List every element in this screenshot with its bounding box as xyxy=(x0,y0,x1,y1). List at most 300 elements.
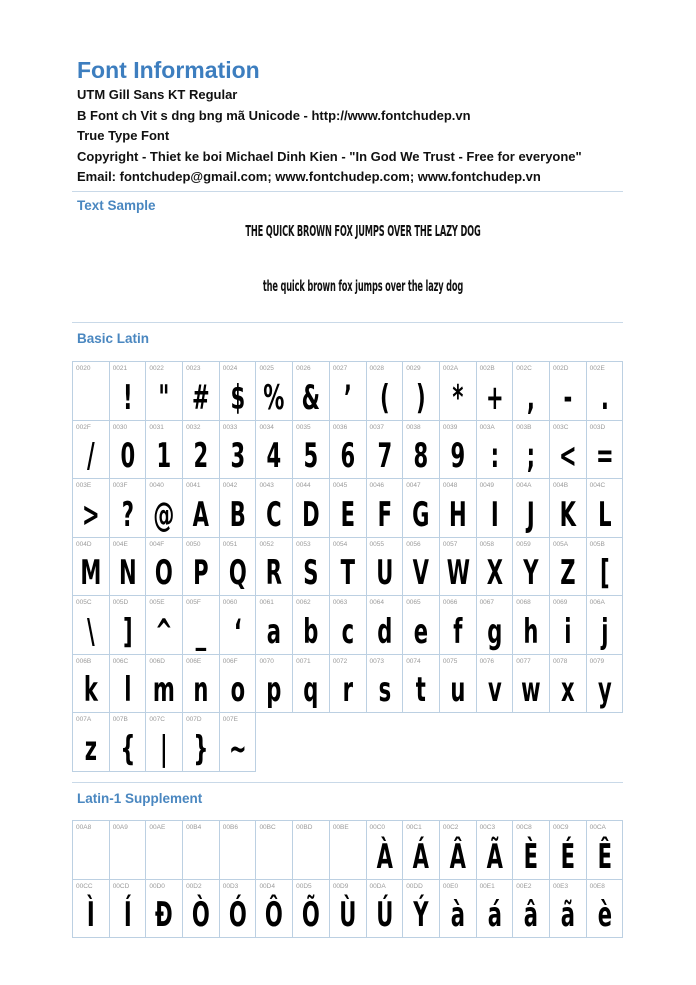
empty-cell xyxy=(403,713,440,772)
codepoint-label: 0022 xyxy=(149,365,164,372)
codepoint-label: 003F xyxy=(112,482,128,489)
glyph-sample: Ô xyxy=(265,895,284,935)
basic-latin-grid xyxy=(72,361,623,772)
codepoint-label: 00CC xyxy=(76,882,93,890)
codepoint-label: 0050 xyxy=(186,540,201,548)
glyph-cell xyxy=(146,362,183,421)
codepoint-label: 00D2 xyxy=(186,882,202,890)
glyph-sample: e xyxy=(413,611,429,652)
codepoint-label: 006E xyxy=(186,657,202,665)
glyph-cell xyxy=(256,821,293,880)
glyph-sample: á xyxy=(487,895,502,935)
glyph-sample: D xyxy=(302,494,320,535)
glyph-sample: U xyxy=(375,553,393,593)
codepoint-label: 00AE xyxy=(149,824,166,831)
glyph-cell xyxy=(476,479,513,538)
glyph-cell xyxy=(329,362,366,421)
glyph-sample: â xyxy=(523,895,539,935)
codepoint-label: 0048 xyxy=(442,482,458,489)
codepoint-label: 005B xyxy=(589,540,605,548)
font-name: UTM Gill Sans KT Regular xyxy=(77,87,238,102)
glyph-cell xyxy=(586,362,623,421)
codepoint-label: 0065 xyxy=(406,599,421,606)
glyph-cell xyxy=(366,362,403,421)
glyph-cell xyxy=(219,654,256,713)
glyph-cell xyxy=(219,362,256,421)
glyph-cell xyxy=(109,420,146,479)
glyph-sample: r xyxy=(342,670,353,710)
glyph-cell xyxy=(109,596,146,655)
glyph-sample: f xyxy=(453,611,463,652)
codepoint-label: 0064 xyxy=(369,599,384,606)
glyph-cell xyxy=(256,537,293,596)
glyph-cell xyxy=(219,821,256,880)
glyph-sample: # xyxy=(192,377,210,418)
glyph-cell xyxy=(293,479,330,538)
glyph-cell xyxy=(146,713,183,772)
codepoint-label: 006C xyxy=(112,657,129,665)
glyph-sample: T xyxy=(340,553,355,593)
glyph-sample: M xyxy=(80,553,102,593)
codepoint-label: 002D xyxy=(552,365,569,372)
glyph-cell xyxy=(219,713,256,772)
glyph-sample: C xyxy=(266,494,283,535)
codepoint-label: 0035 xyxy=(296,423,311,431)
codepoint-label: 00C1 xyxy=(406,824,422,831)
codepoint-label: 0043 xyxy=(259,482,274,489)
codepoint-label: 0031 xyxy=(149,423,164,431)
glyph-sample: Đ xyxy=(155,895,174,935)
glyph-cell xyxy=(146,537,183,596)
codepoint-label: 0040 xyxy=(149,482,164,489)
glyph-cell xyxy=(403,821,440,880)
glyph-cell xyxy=(549,362,586,421)
glyph-sample: Á xyxy=(412,836,430,877)
codepoint-label: 0054 xyxy=(332,540,348,548)
divider xyxy=(72,782,623,783)
codepoint-label: 0063 xyxy=(332,599,348,606)
glyph-cell xyxy=(366,821,403,880)
glyph-sample: Ù xyxy=(339,895,357,935)
glyph-sample: 1 xyxy=(156,436,172,476)
glyph-sample: è xyxy=(597,895,612,935)
glyph-sample: _ xyxy=(195,611,207,652)
glyph-sample: > xyxy=(82,494,100,535)
glyph-cell xyxy=(329,821,366,880)
glyph-sample: Ì xyxy=(86,895,95,935)
glyph-cell xyxy=(183,654,220,713)
glyph-sample: [ xyxy=(599,553,610,593)
glyph-cell xyxy=(586,821,623,880)
glyph-sample: ? xyxy=(121,494,134,535)
glyph-sample: L xyxy=(597,494,612,535)
codepoint-label: 00A9 xyxy=(112,824,128,831)
glyph-cell xyxy=(219,479,256,538)
glyph-cell xyxy=(293,879,330,938)
codepoint-label: 0057 xyxy=(442,540,458,548)
glyph-row xyxy=(73,362,623,421)
glyph-cell xyxy=(366,879,403,938)
glyph-sample: . xyxy=(600,377,609,418)
glyph-sample: S xyxy=(303,553,319,593)
glyph-sample: = xyxy=(595,436,614,476)
codepoint-label: 006A xyxy=(589,599,605,606)
glyph-cell xyxy=(549,821,586,880)
glyph-sample: É xyxy=(560,836,575,877)
glyph-sample: Ã xyxy=(486,836,503,877)
glyph-sample: P xyxy=(193,553,209,593)
glyph-cell xyxy=(329,420,366,479)
empty-cell xyxy=(476,713,513,772)
glyph-cell xyxy=(586,654,623,713)
glyph-cell xyxy=(586,537,623,596)
glyph-cell xyxy=(513,420,550,479)
glyph-row xyxy=(73,479,623,538)
codepoint-label: 0051 xyxy=(222,540,238,548)
codepoint-label: 00BD xyxy=(296,824,313,831)
latin1-supplement-grid xyxy=(72,820,623,938)
codepoint-label: 0024 xyxy=(222,365,238,372)
section-heading-basic-latin: Basic Latin xyxy=(77,331,150,346)
glyph-cell xyxy=(109,479,146,538)
codepoint-label: 002C xyxy=(516,365,532,372)
glyph-cell xyxy=(183,537,220,596)
codepoint-label: 0071 xyxy=(296,657,311,665)
codepoint-label: 004E xyxy=(112,540,128,548)
glyph-cell xyxy=(513,362,550,421)
glyph-sample: - xyxy=(563,377,573,418)
glyph-cell xyxy=(293,821,330,880)
glyph-cell xyxy=(146,479,183,538)
glyph-sample: K xyxy=(559,494,576,535)
codepoint-label: 00D9 xyxy=(332,882,349,890)
font-info xyxy=(77,85,582,188)
codepoint-label: 00C2 xyxy=(442,824,459,831)
glyph-sample: x xyxy=(560,670,575,710)
glyph-sample: A xyxy=(192,494,210,535)
codepoint-label: 0075 xyxy=(442,657,458,665)
glyph-sample: { xyxy=(120,728,136,769)
glyph-sample: À xyxy=(376,836,393,877)
codepoint-label: 00DA xyxy=(369,882,386,890)
codepoint-label: 005E xyxy=(149,599,165,606)
codepoint-label: 0030 xyxy=(112,423,128,431)
glyph-sample: 3 xyxy=(230,436,245,476)
glyph-cell xyxy=(549,537,586,596)
codepoint-label: 002E xyxy=(589,365,605,372)
glyph-sample: ] xyxy=(122,611,133,652)
glyph-sample: à xyxy=(450,895,465,935)
codepoint-label: 007D xyxy=(186,716,202,723)
empty-cell xyxy=(513,713,550,772)
codepoint-label: 0059 xyxy=(516,540,531,548)
glyph-cell xyxy=(183,420,220,479)
section-heading-text-sample: Text Sample xyxy=(77,198,156,213)
font-copyright: Copyright - Thiet ke boi Michael Dinh Kien - "In God We Trust - Free for everyone" xyxy=(77,148,582,164)
glyph-cell xyxy=(183,821,220,880)
glyph-sample: Ò xyxy=(191,895,210,935)
codepoint-label: 00E3 xyxy=(552,882,569,890)
glyph-cell xyxy=(256,362,293,421)
glyph-cell xyxy=(293,362,330,421)
glyph-cell xyxy=(549,479,586,538)
sample-uppercase: THE QUICK BROWN FOX JUMPS OVER THE LAZY DOG xyxy=(245,222,481,240)
glyph-cell xyxy=(146,420,183,479)
glyph-cell xyxy=(439,420,476,479)
codepoint-label: 005D xyxy=(112,599,129,606)
glyph-row xyxy=(73,596,623,655)
codepoint-label: 0055 xyxy=(369,540,384,548)
codepoint-label: 0070 xyxy=(259,657,274,665)
glyph-sample: ‘ xyxy=(233,611,242,652)
codepoint-label: 0033 xyxy=(222,423,238,431)
glyph-cell xyxy=(293,654,330,713)
codepoint-label: 002F xyxy=(76,423,91,431)
glyph-sample: ^ xyxy=(155,611,174,652)
empty-cell xyxy=(439,713,476,772)
glyph-sample: 6 xyxy=(340,436,355,476)
glyph-cell xyxy=(476,821,513,880)
glyph-cell xyxy=(183,479,220,538)
glyph-sample: E xyxy=(340,494,355,535)
codepoint-label: 0028 xyxy=(369,365,384,372)
glyph-sample: h xyxy=(523,611,539,652)
glyph-cell xyxy=(109,362,146,421)
codepoint-label: 0029 xyxy=(406,365,421,372)
glyph-cell xyxy=(146,596,183,655)
glyph-cell xyxy=(549,596,586,655)
font-contact: Email: fontchudep@gmail.com; www.fontchudep.com; www.fontchudep.vn xyxy=(77,169,541,185)
codepoint-label: 004C xyxy=(589,482,606,489)
glyph-cell xyxy=(146,879,183,938)
glyph-cell xyxy=(403,537,440,596)
empty-cell xyxy=(293,713,330,772)
glyph-cell xyxy=(329,596,366,655)
glyph-cell xyxy=(109,821,146,880)
glyph-cell xyxy=(403,596,440,655)
glyph-cell xyxy=(73,821,110,880)
glyph-sample: Ê xyxy=(597,836,612,877)
divider xyxy=(72,191,623,192)
codepoint-label: 0042 xyxy=(222,482,238,489)
glyph-sample: k xyxy=(83,670,98,710)
codepoint-label: 00C9 xyxy=(552,824,569,831)
glyph-sample: g xyxy=(486,611,502,652)
codepoint-label: 0026 xyxy=(296,365,311,372)
codepoint-label: 0079 xyxy=(589,657,605,665)
glyph-cell xyxy=(256,596,293,655)
glyph-cell xyxy=(73,537,110,596)
glyph-sample: J xyxy=(527,494,536,535)
codepoint-label: 0058 xyxy=(479,540,495,548)
codepoint-label: 0046 xyxy=(369,482,384,489)
codepoint-label: 0032 xyxy=(186,423,201,431)
glyph-cell xyxy=(146,821,183,880)
sample-lowercase: the quick brown fox jumps over the lazy dog xyxy=(262,277,464,295)
glyph-sample: $ xyxy=(230,377,245,418)
glyph-sample: w xyxy=(521,670,541,710)
codepoint-label: 004F xyxy=(149,540,165,548)
codepoint-label: 002B xyxy=(479,365,495,372)
glyph-cell xyxy=(439,362,476,421)
codepoint-label: 00E2 xyxy=(516,882,532,890)
glyph-cell xyxy=(513,821,550,880)
glyph-sample: d xyxy=(376,611,392,652)
glyph-cell xyxy=(293,596,330,655)
codepoint-label: 002A xyxy=(442,365,459,372)
divider xyxy=(72,322,623,323)
glyph-sample: n xyxy=(193,670,209,710)
codepoint-label: 00D4 xyxy=(259,882,275,890)
glyph-cell xyxy=(329,879,366,938)
glyph-cell xyxy=(73,362,110,421)
glyph-cell xyxy=(109,537,146,596)
glyph-cell xyxy=(256,879,293,938)
glyph-cell xyxy=(366,479,403,538)
codepoint-label: 0047 xyxy=(406,482,421,489)
codepoint-label: 003E xyxy=(76,482,92,489)
glyph-sample: È xyxy=(523,836,539,877)
glyph-cell xyxy=(403,420,440,479)
glyph-sample: o xyxy=(230,670,245,710)
glyph-sample: O xyxy=(155,553,174,593)
glyph-cell xyxy=(549,879,586,938)
glyph-cell xyxy=(219,537,256,596)
glyph-sample: ! xyxy=(122,377,133,418)
codepoint-label: 0073 xyxy=(369,657,384,665)
glyph-sample: l xyxy=(123,670,132,710)
glyph-sample: V xyxy=(412,553,430,593)
codepoint-label: 003A xyxy=(479,423,495,431)
codepoint-label: 00DD xyxy=(406,882,423,890)
glyph-cell xyxy=(183,879,220,938)
glyph-sample: < xyxy=(558,436,577,476)
glyph-cell xyxy=(403,362,440,421)
glyph-cell xyxy=(329,537,366,596)
glyph-cell xyxy=(183,596,220,655)
glyph-cell xyxy=(73,879,110,938)
glyph-cell xyxy=(329,654,366,713)
codepoint-label: 00D3 xyxy=(222,882,239,890)
codepoint-label: 0060 xyxy=(222,599,238,606)
codepoint-label: 0068 xyxy=(516,599,531,606)
glyph-cell xyxy=(403,879,440,938)
glyph-cell xyxy=(109,713,146,772)
glyph-sample: % xyxy=(263,377,285,418)
glyph-sample: i xyxy=(564,611,572,652)
glyph-cell xyxy=(109,879,146,938)
glyph-sample: ; xyxy=(526,436,536,476)
codepoint-label: 0067 xyxy=(479,599,495,606)
glyph-cell xyxy=(73,713,110,772)
glyph-sample: H xyxy=(448,494,467,535)
glyph-cell xyxy=(403,654,440,713)
codepoint-label: 00C8 xyxy=(516,824,532,831)
codepoint-label: 00A8 xyxy=(76,824,92,831)
glyph-cell xyxy=(439,821,476,880)
glyph-cell xyxy=(73,654,110,713)
glyph-sample: ) xyxy=(416,377,426,418)
codepoint-label: 0020 xyxy=(76,365,91,372)
codepoint-label: 003D xyxy=(589,423,606,431)
glyph-sample: q xyxy=(303,670,319,710)
codepoint-label: 00D5 xyxy=(296,882,312,890)
glyph-sample: c xyxy=(341,611,354,652)
glyph-sample: ã xyxy=(560,895,575,935)
glyph-cell xyxy=(476,654,513,713)
glyph-cell xyxy=(146,654,183,713)
glyph-sample: 0 xyxy=(120,436,135,476)
codepoint-label: 0027 xyxy=(332,365,348,372)
glyph-cell xyxy=(476,420,513,479)
codepoint-label: 0045 xyxy=(332,482,348,489)
codepoint-label: 0025 xyxy=(259,365,274,372)
codepoint-label: 00CD xyxy=(112,882,130,890)
glyph-sample: a xyxy=(267,611,282,652)
glyph-sample: 9 xyxy=(450,436,466,476)
glyph-cell xyxy=(366,537,403,596)
codepoint-label: 00BE xyxy=(332,824,349,831)
codepoint-label: 00D0 xyxy=(149,882,165,890)
codepoint-label: 007B xyxy=(112,716,128,723)
codepoint-label: 0072 xyxy=(332,657,348,665)
codepoint-label: 0056 xyxy=(406,540,421,548)
codepoint-label: 00C0 xyxy=(369,824,386,831)
glyph-sample: b xyxy=(303,611,319,652)
glyph-row xyxy=(73,821,623,880)
codepoint-label: 005C xyxy=(76,599,92,606)
empty-cell xyxy=(366,713,403,772)
codepoint-label: 00BC xyxy=(259,824,276,831)
codepoint-label: 006D xyxy=(149,657,165,665)
glyph-sample: " xyxy=(158,377,170,418)
glyph-cell xyxy=(439,537,476,596)
glyph-cell xyxy=(439,479,476,538)
glyph-sample: : xyxy=(490,436,499,476)
codepoint-label: 004B xyxy=(552,482,569,489)
glyph-cell xyxy=(256,479,293,538)
glyph-sample: Ó xyxy=(228,895,247,935)
empty-cell xyxy=(586,713,623,772)
glyph-sample: Q xyxy=(228,553,247,593)
glyph-sample: Â xyxy=(449,836,466,877)
codepoint-label: 0049 xyxy=(479,482,495,489)
codepoint-label: 006F xyxy=(222,657,238,665)
codepoint-label: 0062 xyxy=(296,599,311,606)
glyph-sample: Ú xyxy=(375,895,393,935)
glyph-sample: 8 xyxy=(413,436,429,476)
glyph-sample: Z xyxy=(560,553,576,593)
glyph-cell xyxy=(366,654,403,713)
glyph-cell xyxy=(256,654,293,713)
glyph-sample: * xyxy=(452,377,464,418)
codepoint-label: 007C xyxy=(149,716,165,723)
codepoint-label: 0039 xyxy=(442,423,458,431)
glyph-row xyxy=(73,713,623,772)
glyph-cell xyxy=(109,654,146,713)
codepoint-label: 004D xyxy=(76,540,92,548)
codepoint-label: 0074 xyxy=(406,657,421,665)
glyph-sample: p xyxy=(266,670,282,710)
codepoint-label: 0077 xyxy=(516,657,531,665)
glyph-cell xyxy=(293,420,330,479)
codepoint-label: 0034 xyxy=(259,423,274,431)
glyph-row xyxy=(73,537,623,596)
codepoint-label: 0044 xyxy=(296,482,311,489)
glyph-cell xyxy=(183,362,220,421)
glyph-sample: Õ xyxy=(302,895,320,935)
glyph-sample: } xyxy=(193,728,209,769)
